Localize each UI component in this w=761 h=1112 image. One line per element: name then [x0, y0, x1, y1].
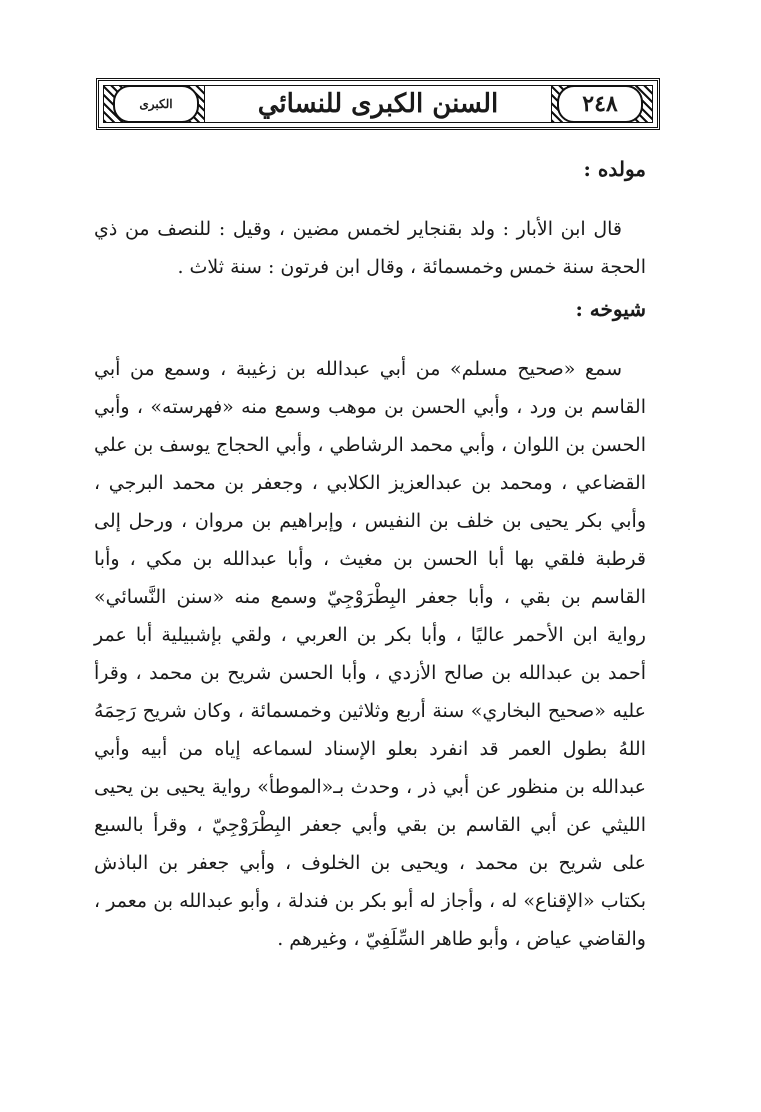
spacer: [94, 328, 646, 350]
running-header: [96, 78, 660, 130]
header-emblem: الكبرى: [113, 85, 199, 123]
page-number: ٢٤٨: [557, 85, 643, 123]
section-heading-birth: مولده :: [583, 157, 646, 181]
paragraph-birth: قال ابن الأبار : ولد بقنجاير لخمس مضين ، وقيل : للنصف من ذي الحجة سنة خمس وخمسمائة ، وقال ابن فرتون : سنة ثلاث .: [94, 218, 646, 278]
spacer: [94, 188, 646, 210]
section-heading-teachers: شيوخه :: [575, 297, 646, 321]
book-title: السنن الكبرى للنسائي: [219, 89, 537, 119]
paragraph-teachers: سمع «صحيح مسلم» من أبي عبدالله بن زغيبة ، وسمع من أبي القاسم بن ورد ، وأبي الحسن بن موهب وسمع منه «فهرسته» ، وأبي الحسن بن اللوان ، وأبي محمد الرشاطي ، وأبي الحجاج يوسف بن علي القضاعي ، ومحمد بن عبدالعزيز الكلابي ، وجعفر بن محمد البرجي ، وأبي بكر يحيى بن خلف بن النفيس ، وإبراهيم بن مروان ، ورحل إلى قرطبة فلقي بها أبا الحسن بن مغيث ، وأبا عبدالله بن مكي ، وأبا القاسم بن بقي ، وأبا جعفر البِطْرَوْجِيّ وسمع منه «سنن النَّسائي» رواية ابن الأحمر عاليًا ، وأبا بكر بن العربي ، ولقي بإشبيلية أبا عمر أحمد بن عبدالله بن صالح الأزدي ، وأبا الحسن شريح بن محمد ، وقرأ عليه «صحيح البخاري» سنة أربع وثلاثين وخمسمائة ، وكان شريح رَحِمَهُ اللهُ بطول العمر قد انفرد بعلو الإسناد لسماعه إياه من أبيه وأبي عبدالله بن منظور عن أبي ذر ، وحدث بـ«الموطأ» رواية يحيى بن يحيى الليثي عن أبي القاسم بن بقي وأبي جعفر البِطْرَوْجِيّ ، وقرأ بالسبع على شريح بن محمد ، ويحيى بن الخلوف ، وأبي جعفر بن الباذش بكتاب «الإقناع» له ، وأجاز له أبو بكر بن فندلة ، وأبو عبدالله بن معمر ، والقاضي عياض ، وأبو طاهر السِّلَفِيّ ، وغيرهم .: [94, 358, 646, 950]
page-body: [94, 150, 646, 958]
